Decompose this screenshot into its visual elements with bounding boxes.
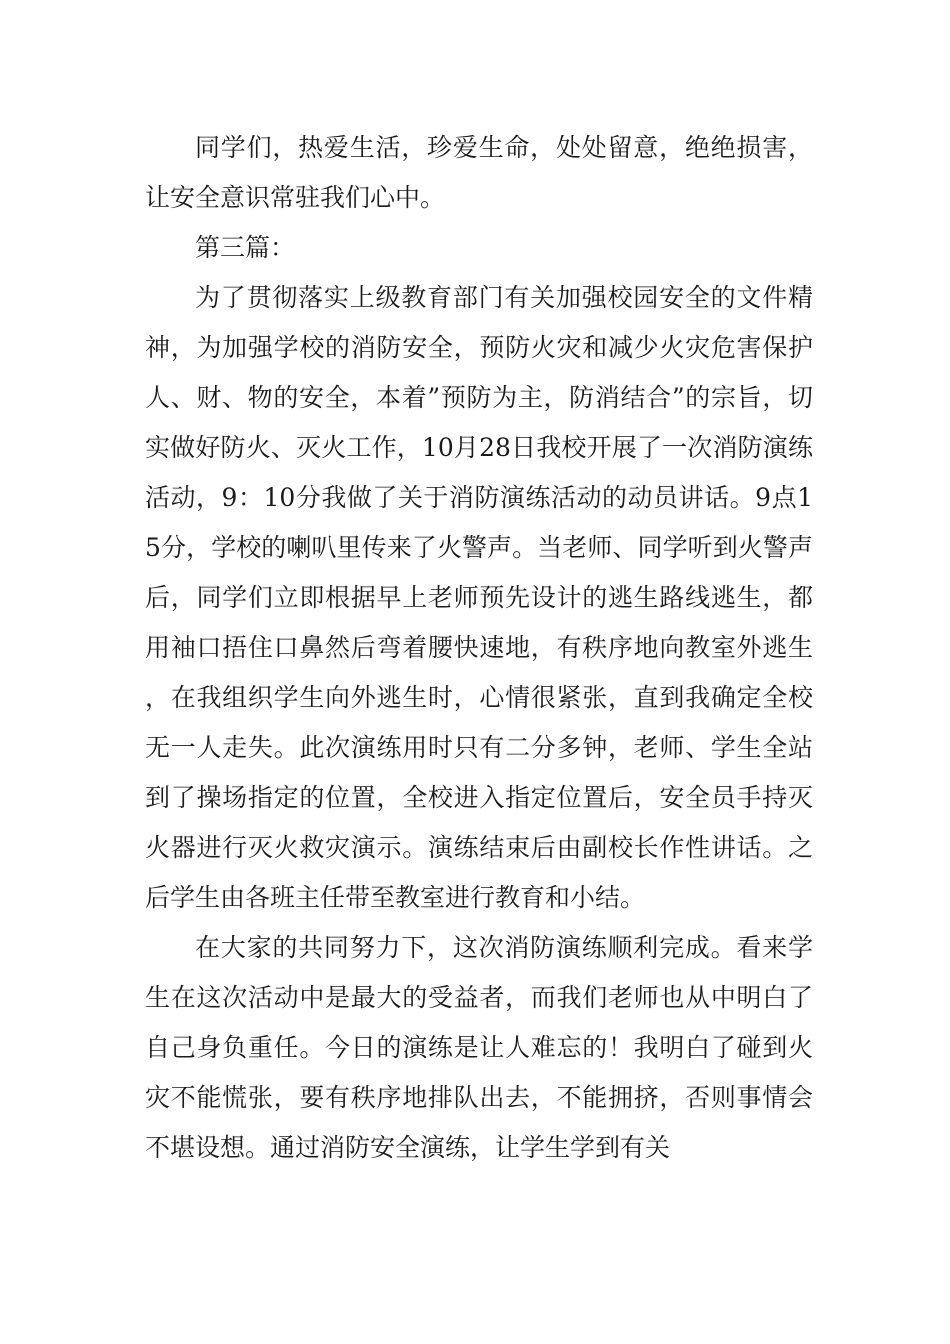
section-heading: 第三篇： (195, 233, 296, 262)
document-body (145, 123, 813, 1173)
paragraph-closing-remark: 同学们，热爱生活，珍爱生命，处处留意，绝绝损害，让安全意识常驻我们心中。 (145, 133, 813, 212)
paragraph-drill-reflection: 在大家的共同努力下，这次消防演练顺利完成。看来学生在这次活动中是最大的受益者，而我们老师也从中明白了自己身负重任。今日的演练是让人难忘的！我明白了碰到火灾不能慌张，要有秩序地排队出去，不能拥挤，否则事情会不堪设想。通过消防安全演练，让学生学到有关 (145, 933, 813, 1162)
paragraph-fire-drill-report: 为了贯彻落实上级教育部门有关加强校园安全的文件精神，为加强学校的消防安全，预防火灾和减少火灾危害保护人、财、物的安全，本着”预防为主，防消结合”的宗旨，切实做好防火、灭火工作，10月28日我校开展了一次消防演练活动，9：10分我做了关于消防演练活动的动员讲话。9点15分，学校的喇叭里传来了火警声。当老师、同学听到火警声后，同学们立即根据早上老师预先设计的逃生路线逃生，都用袖口捂住口鼻然后弯着腰快速地，有秩序地向教室外逃生，在我组织学生向外逃生时，心情很紧张，直到我确定全校无一人走失。此次演练用时只有二分多钟，老师、学生全站到了操场指定的位置，全校进入指定位置后，安全员手持灭火器进行灭火救灾演示。演练结束后由副校长作性讲话。之后学生由各班主任带至教室进行教育和小结。 (145, 283, 813, 912)
